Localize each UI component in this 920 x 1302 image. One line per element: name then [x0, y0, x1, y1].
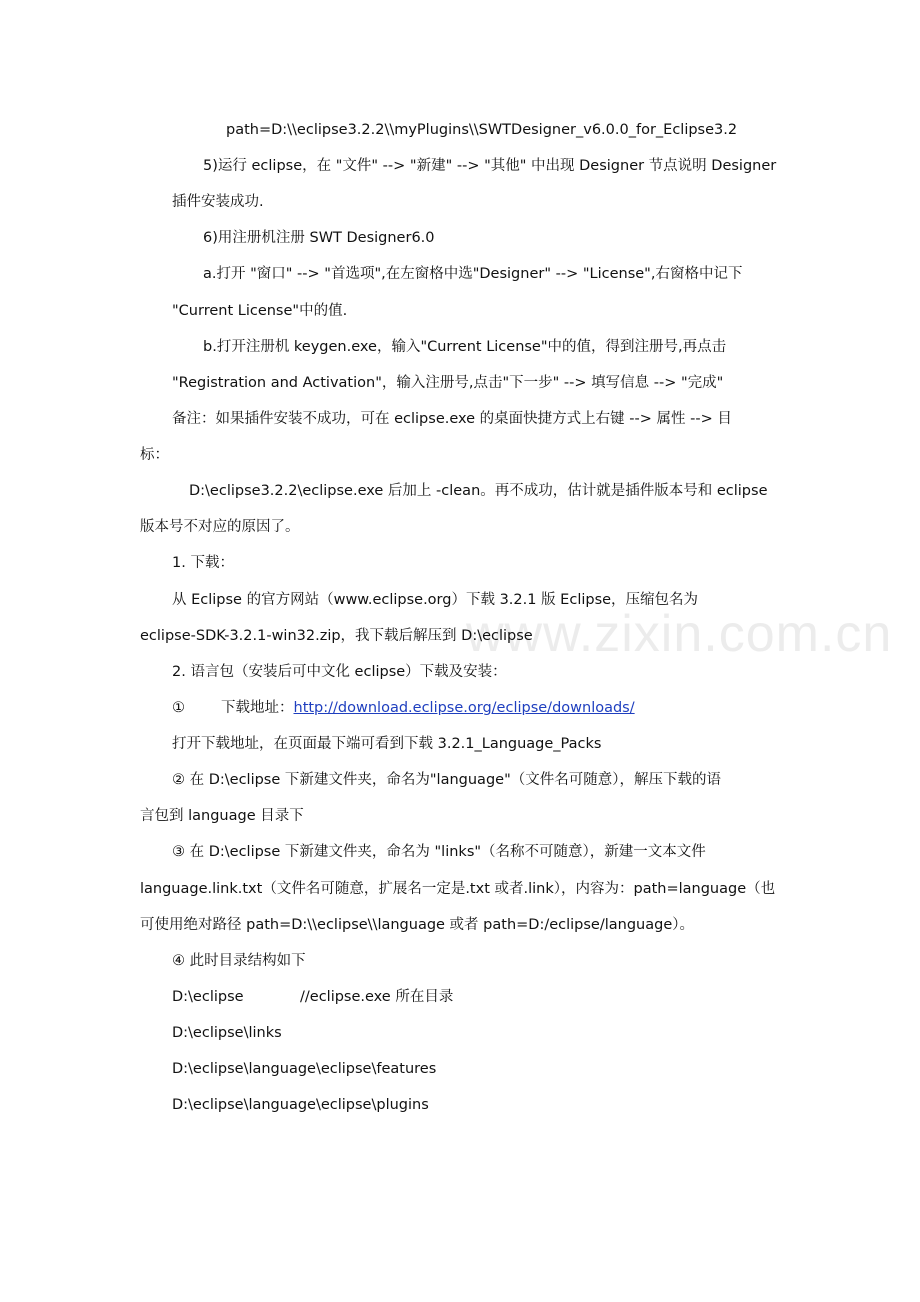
text-line: 从 Eclipse 的官方网站（www.eclipse.org）下载 3.2.1 版 Eclipse，压缩包名为 [172, 592, 699, 608]
directory-path: D:\eclipse [172, 989, 244, 1005]
text-line: 可使用绝对路径 path=D:\\eclipse\\language 或者 path=D:/eclipse/language）。 [140, 917, 694, 933]
download-address-label: 下载地址： [221, 700, 294, 716]
directory-comment: //eclipse.exe 所在目录 [300, 989, 454, 1005]
text-line: eclipse-SDK-3.2.1-win32.zip，我下载后解压到 D:\eclipse [140, 628, 533, 644]
text-line: 打开下载地址，在页面最下端可看到下载 3.2.1_Language_Packs [172, 736, 602, 752]
text-line: 标： [140, 447, 169, 463]
text-line: language.link.txt（文件名可随意，扩展名一定是.txt 或者.link），内容为：path=language（也 [140, 881, 776, 897]
text-line: 版本号不对应的原因了。 [140, 519, 300, 535]
directory-line: D:\eclipse\links [172, 1025, 282, 1041]
text-line: ④ 此时目录结构如下 [172, 953, 306, 969]
download-address-line [172, 698, 635, 718]
watermark: www.zixin.com.cn [466, 605, 893, 663]
text-line: "Current License"中的值. [172, 303, 348, 319]
text-line: 备注：如果插件安装不成功，可在 eclipse.exe 的桌面快捷方式上右键 --> 属性 --> 目 [172, 411, 732, 427]
text-line: 插件安装成功. [172, 194, 264, 210]
list-item-heading: 1. 下载： [172, 555, 234, 571]
circled-number: ① [172, 700, 185, 716]
text-line: 6)用注册机注册 SWT Designer6.0 [203, 230, 435, 246]
text-line: D:\eclipse3.2.2\eclipse.exe 后加上 -clean。再不成功，估计就是插件版本号和 eclipse [189, 483, 768, 499]
text-line: path=D:\\eclipse3.2.2\\myPlugins\\SWTDesigner_v6.0.0_for_Eclipse3.2 [226, 122, 738, 138]
download-link[interactable]: http://download.eclipse.org/eclipse/downloads/ [293, 700, 635, 716]
directory-line: D:\eclipse\language\eclipse\plugins [172, 1097, 429, 1113]
text-line: a.打开 "窗口" --> "首选项",在左窗格中选"Designer" --> "License",右窗格中记下 [203, 266, 743, 282]
text-line: b.打开注册机 keygen.exe，输入"Current License"中的值，得到注册号,再点击 [203, 339, 727, 355]
directory-line: D:\eclipse\language\eclipse\features [172, 1061, 437, 1077]
text-line: ② 在 D:\eclipse 下新建文件夹，命名为"language"（文件名可随意），解压下载的语 [172, 772, 721, 788]
list-item-heading: 2. 语言包（安装后可中文化 eclipse）下载及安装： [172, 664, 507, 680]
text-line: ③ 在 D:\eclipse 下新建文件夹，命名为 "links"（名称不可随意），新建一文本文件 [172, 844, 706, 860]
directory-line [172, 987, 244, 1007]
text-line: 言包到 language 目录下 [140, 808, 304, 824]
text-line: 5)运行 eclipse，在 "文件" --> "新建" --> "其他" 中出现 Designer 节点说明 Designer [203, 158, 777, 174]
text-line: "Registration and Activation"，输入注册号,点击"下一步" --> 填写信息 --> "完成" [172, 375, 724, 391]
